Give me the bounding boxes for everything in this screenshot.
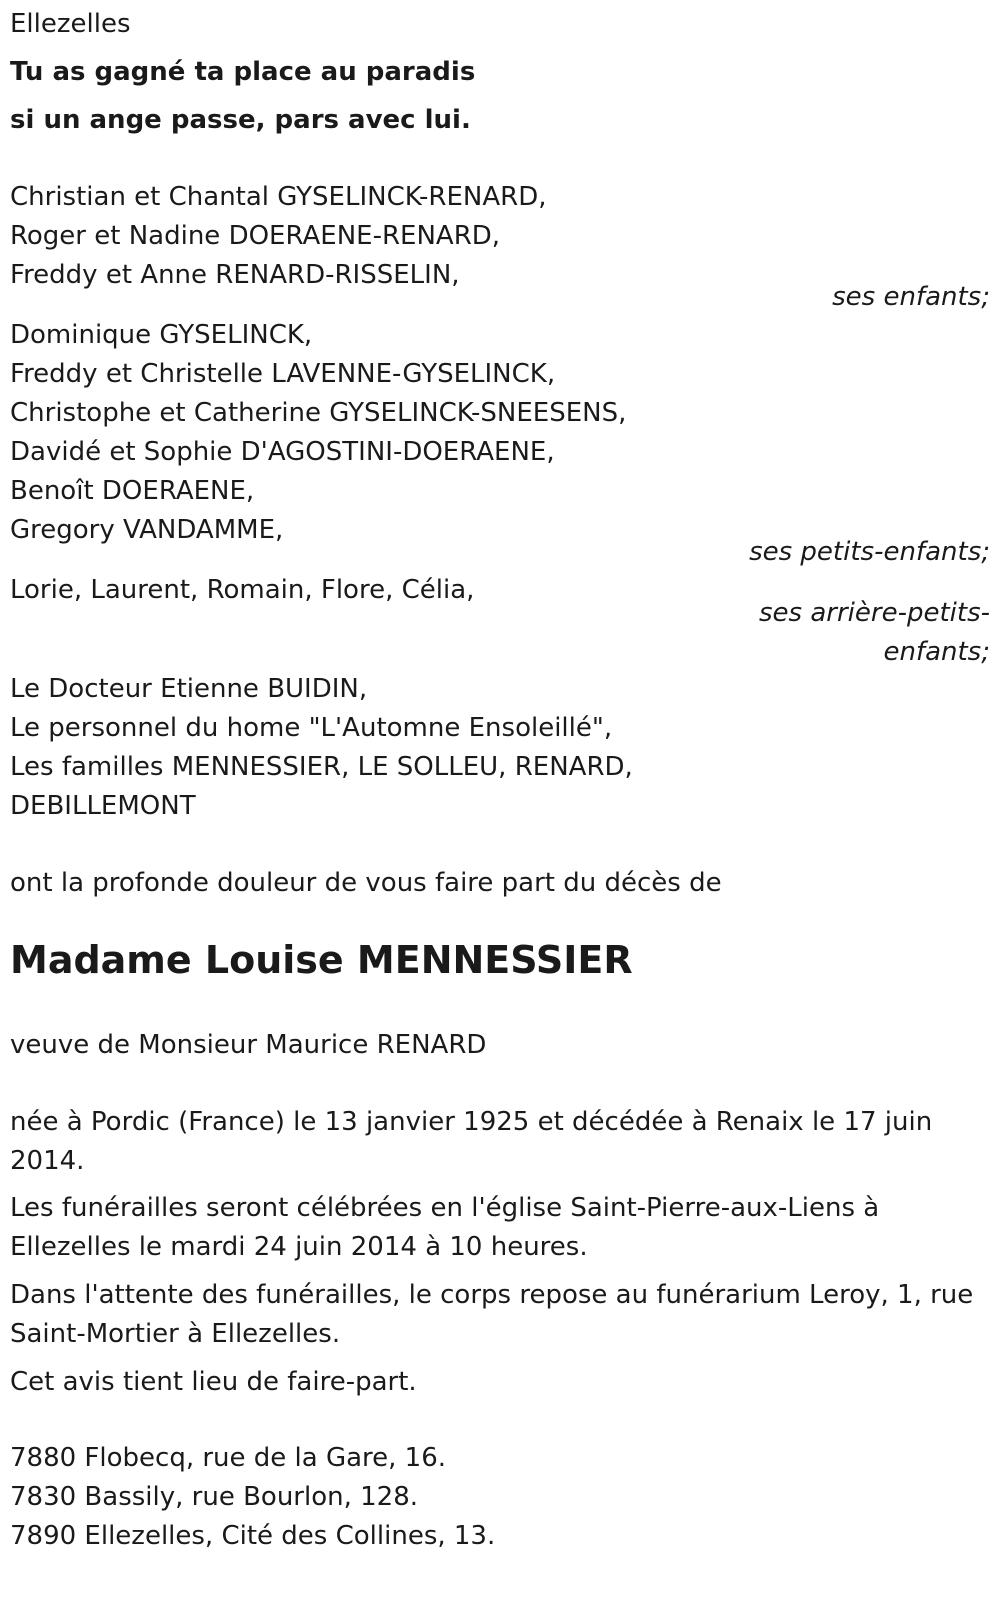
great-grandchildren-relation-1: ses arrière-petits- [759, 598, 990, 628]
announcement-text: ont la profonde douleur de vous faire part du décès de [10, 868, 722, 898]
spouse-line: veuve de Monsieur Maurice RENARD [10, 1030, 487, 1060]
grandchildren-name: Freddy et Christelle LAVENNE-GYSELINCK, [10, 359, 556, 389]
verse-line-2: si un ange passe, pars avec lui. [10, 105, 471, 135]
address-line: 7880 Flobecq, rue de la Gare, 16. [10, 1443, 447, 1473]
verse-line-1: Tu as gagné ta place au paradis [10, 57, 476, 87]
funeral-line-1: Les funérailles seront célébrées en l'église Saint-Pierre-aux-Liens à [10, 1193, 880, 1223]
children-name: Christian et Chantal GYSELINCK-RENARD, [10, 182, 547, 212]
other-mourner: Le personnel du home "L'Automne Ensoleillé", [10, 713, 613, 743]
notice-line: Cet avis tient lieu de faire-part. [10, 1367, 417, 1397]
rest-line-2: Saint-Mortier à Ellezelles. [10, 1319, 341, 1349]
children-relation: ses enfants; [832, 282, 990, 312]
other-mourner: Les familles MENNESSIER, LE SOLLEU, RENARD, [10, 752, 633, 782]
birth-death-line-2: 2014. [10, 1146, 85, 1176]
grandchildren-name: Benoît DOERAENE, [10, 476, 255, 506]
address-line: 7830 Bassily, rue Bourlon, 128. [10, 1482, 419, 1512]
funeral-line-2: Ellezelles le mardi 24 juin 2014 à 10 heures. [10, 1232, 588, 1262]
grandchildren-relation: ses petits-enfants; [749, 537, 990, 567]
grandchildren-name: Davidé et Sophie D'AGOSTINI-DOERAENE, [10, 437, 555, 467]
children-name: Roger et Nadine DOERAENE-RENARD, [10, 221, 501, 251]
great-grandchildren-relation-2: enfants; [883, 637, 990, 667]
other-mourner: DEBILLEMONT [10, 791, 196, 821]
address-line: 7890 Ellezelles, Cité des Collines, 13. [10, 1521, 496, 1551]
town-name: Ellezelles [10, 9, 131, 39]
great-grandchildren-names: Lorie, Laurent, Romain, Flore, Célia, [10, 575, 475, 605]
children-name: Freddy et Anne RENARD-RISSELIN, [10, 260, 460, 290]
birth-death-line-1: née à Pordic (France) le 13 janvier 1925 et décédée à Renaix le 17 juin [10, 1107, 933, 1137]
grandchildren-name: Gregory VANDAMME, [10, 515, 284, 545]
grandchildren-name: Dominique GYSELINCK, [10, 320, 313, 350]
rest-line-1: Dans l'attente des funérailles, le corps repose au funérarium Leroy, 1, rue [10, 1280, 974, 1310]
other-mourner: Le Docteur Etienne BUIDIN, [10, 674, 368, 704]
grandchildren-name: Christophe et Catherine GYSELINCK-SNEESENS, [10, 398, 627, 428]
deceased-name: Madame Louise MENNESSIER [10, 938, 633, 982]
